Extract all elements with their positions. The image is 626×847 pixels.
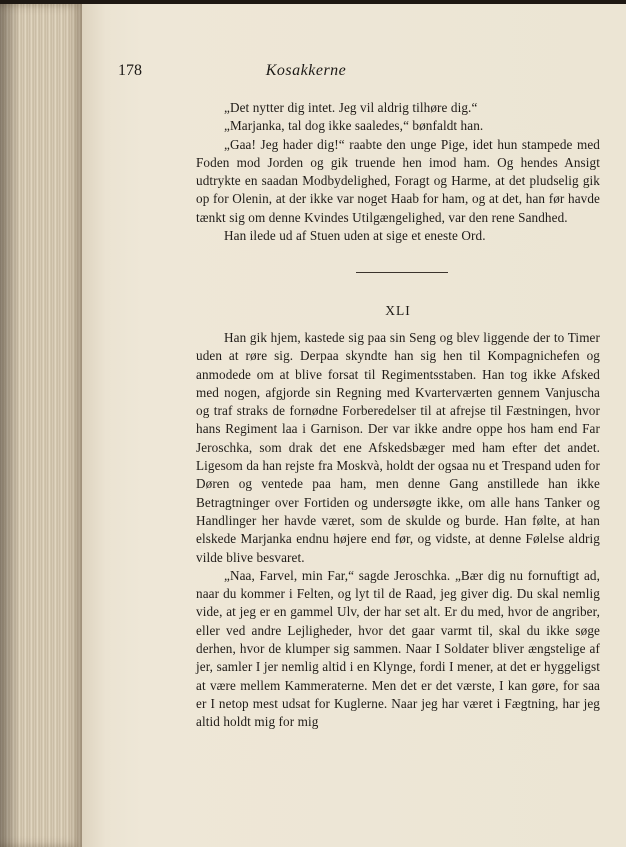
- running-title: Kosakkerne: [265, 62, 347, 79]
- book-page-edges: [0, 4, 82, 847]
- text-block-before-chapter: [196, 99, 600, 245]
- paragraph: „Gaa! Jeg hader dig!“ raabte den unge Pige, idet hun stampede med Foden mod Jorden og gik truende hen imod ham. Og hendes Ansigt udtrykte en saadan Modbydelighed, Foragt og Harme, at det pludselig gik op for Olenin, at der ikke var noget Haab for ham, og at det, han før havde tænkt sig om denne Kvindes Utilgængelighed, var den rene Sandhed.: [196, 136, 600, 225]
- running-head: [118, 62, 472, 86]
- section-divider-rule: [356, 272, 448, 273]
- text-block-chapter-body: [196, 329, 600, 732]
- chapter-heading: XLI: [385, 303, 411, 318]
- paragraph: „Naa, Farvel, min Far,“ sagde Jeroschka. „Bær dig nu fornuftigt ad, naar du kommer i Felten, og lyt til de Raad, jeg giver dig. Du skal nemlig vide, at jeg er en gammel Ulv, der har set alt. Er du med, hvor de angriber, eller ved andre Lejligheder, hvor det gaar varmt til, skal du ikke søge derhen, hvor de klumper sig sammen. Naar I Soldater bliver ængstelige af jer, samler I jer nemlig altid i en Klynge, fordi I mener, at det er hyggeligst at være mellem Kammeraterne. Men det er det værste, I kan gøre, for saa er I netop mest udsat for Kuglerne. Naar jeg har været i Fægtning, har jeg altid holdt mig for mig: [196, 567, 600, 730]
- paragraph: „Marjanka, tal dog ikke saaledes,“ bønfaldt han.: [224, 118, 484, 134]
- paragraph: Han ilede ud af Stuen uden at sige et eneste Ord.: [224, 228, 486, 244]
- page-number: 178: [118, 62, 142, 79]
- paragraph: Han gik hjem, kastede sig paa sin Seng og blev liggende der to Timer uden at røre sig. Derpaa skyndte han sig hen til Kompagnichefen og anmodede om at blive forsat til Regimentsstaben. Han tog ikke Afsked med nogen, afgjorde sin Regning med Kvarterværten gennem Vanjuscha og traf straks de fornødne Forberedelser til at afrejse til Fæstningen, hvor hans Regiment laa i Garnison. Der var ikke andre oppe hos ham end Far Jeroschka, som drak det ene Afskedsbæger med ham efter det andet. Ligesom da han rejste fra Moskvà, holdt der ogsaa nu et Trespand uden for Døren og ventede paa ham, men denne Gang anstillede han ikke Betragtninger over Fortiden og undersøgte ikke, om alle hans Tanker og Handlinger her havde været, som de skulde og burde. Han følte, at han elskede Marjanka endnu højere end før, og vidste, at denne Følelse aldrig vilde blive besvaret.: [196, 330, 600, 565]
- paragraph: „Det nytter dig intet. Jeg vil aldrig tilhøre dig.“: [224, 100, 478, 115]
